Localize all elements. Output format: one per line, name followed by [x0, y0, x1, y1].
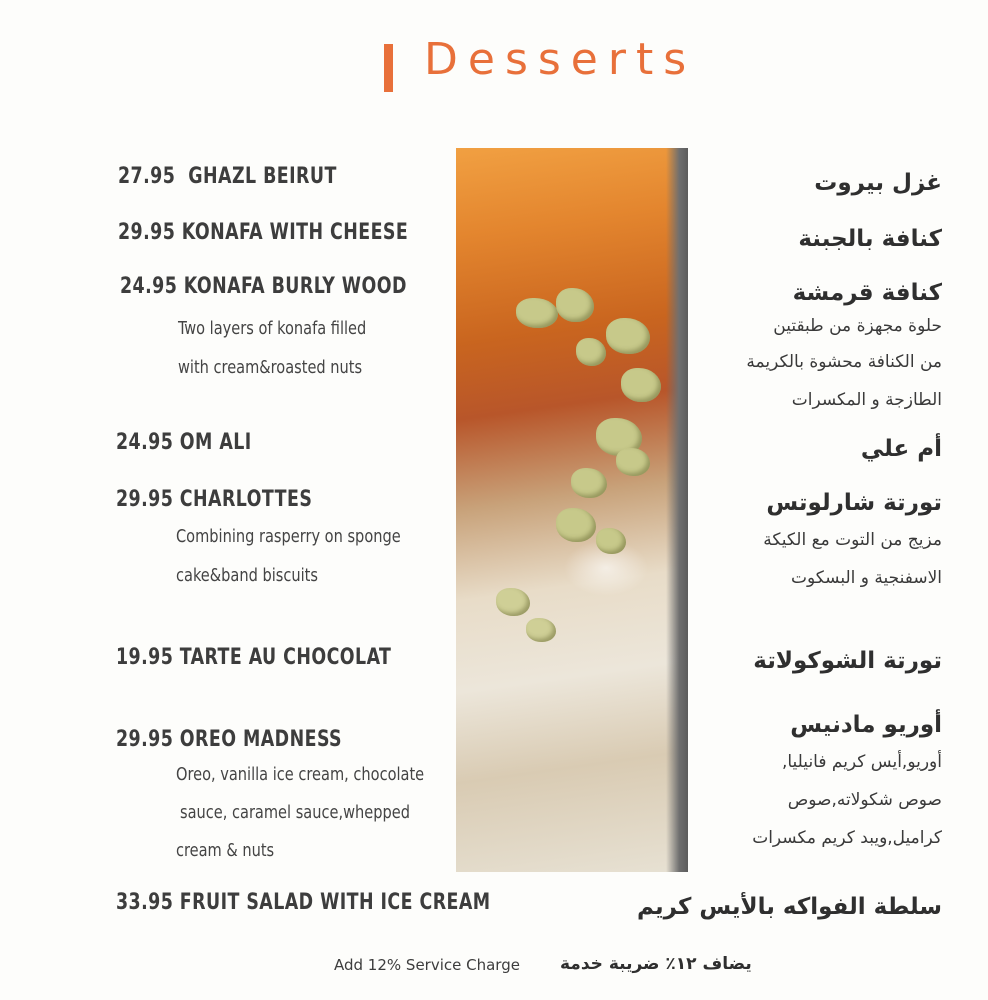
item-description: cake&band biscuits — [176, 565, 318, 586]
item-price: 24.95 — [116, 430, 174, 455]
item-price: 29.95 — [118, 220, 176, 245]
item-name: KONAFA WITH CHEESE — [181, 220, 409, 245]
item-name: OM ALI — [179, 430, 252, 455]
item-name-arabic: كنافة بالجبنة — [798, 226, 942, 252]
item-charlottes — [116, 487, 312, 512]
nut-piece — [571, 468, 607, 498]
item-name: GHAZL BEIRUT — [188, 164, 337, 189]
item-description: Two layers of konafa filled — [178, 318, 367, 339]
item-price: 29.95 — [116, 727, 174, 752]
item-description-arabic: صوص شكولاته,صوص — [787, 790, 942, 810]
item-description-arabic: مزيج من التوت مع الكيكة — [763, 530, 942, 550]
item-name-arabic: كنافة قرمشة — [792, 280, 942, 306]
dessert-photo — [456, 148, 688, 872]
nut-piece — [526, 618, 556, 642]
item-oreo-madness — [116, 727, 342, 752]
photo-side-shade — [666, 148, 688, 872]
item-description: cream & nuts — [176, 840, 275, 861]
page-title: Desserts — [424, 34, 697, 85]
item-name: FRUIT SALAD WITH ICE CREAM — [179, 890, 491, 915]
service-charge-note-arabic: يضاف ١٢٪ ضريبة خدمة — [560, 954, 752, 974]
item-name: CHARLOTTES — [179, 487, 313, 512]
item-price: 33.95 — [116, 890, 174, 915]
item-description-arabic: حلوة مجهزة من طبقتين — [773, 316, 942, 336]
item-tarte-au-chocolat — [116, 645, 391, 670]
item-description-arabic: كراميل,ويبد كريم مكسرات — [752, 828, 942, 848]
item-konafa-burly-wood — [120, 274, 407, 299]
item-description: Oreo, vanilla ice cream, chocolate — [176, 764, 425, 785]
nut-piece — [516, 298, 558, 328]
item-name-arabic: أم علي — [860, 436, 942, 462]
item-price: 19.95 — [116, 645, 174, 670]
item-description: Combining rasperry on sponge — [176, 526, 401, 547]
item-name-arabic: تورتة شارلوتس — [766, 490, 942, 516]
item-description-arabic: الاسفنجية و البسكوت — [791, 568, 942, 588]
item-name-arabic: سلطة الفواكه بالأيس كريم — [637, 894, 942, 920]
nut-piece — [496, 588, 530, 616]
nut-piece — [576, 338, 606, 366]
nut-piece — [556, 288, 594, 322]
item-konafa-cheese — [118, 220, 408, 245]
item-name-arabic: غزل بيروت — [814, 170, 942, 196]
nut-piece — [616, 448, 650, 476]
item-description: with cream&roasted nuts — [178, 357, 363, 378]
item-price: 27.95 — [118, 164, 176, 189]
item-price: 29.95 — [116, 487, 174, 512]
item-description-arabic: أوريو,أيس كريم فانيليا, — [781, 752, 942, 772]
item-ghazl-beirut — [118, 164, 337, 189]
item-name: KONAFA BURLY WOOD — [183, 274, 407, 299]
item-om-ali — [116, 430, 252, 455]
nut-piece — [621, 368, 661, 402]
item-description-arabic: الطازجة و المكسرات — [791, 390, 942, 410]
item-name-arabic: أوريو مادنيس — [790, 712, 942, 738]
service-charge-note: Add 12% Service Charge — [334, 956, 520, 974]
item-price: 24.95 — [120, 274, 178, 299]
nut-piece — [596, 528, 626, 554]
item-fruit-salad — [116, 890, 491, 915]
item-name: TARTE AU CHOCOLAT — [179, 645, 392, 670]
item-description: sauce, caramel sauce,whepped — [180, 802, 410, 823]
title-accent-bar — [384, 44, 393, 92]
item-description-arabic: من الكنافة محشوة بالكريمة — [746, 352, 942, 372]
item-name-arabic: تورتة الشوكولاتة — [753, 648, 942, 674]
item-name: OREO MADNESS — [179, 727, 343, 752]
nut-piece — [606, 318, 650, 354]
nut-piece — [556, 508, 596, 542]
